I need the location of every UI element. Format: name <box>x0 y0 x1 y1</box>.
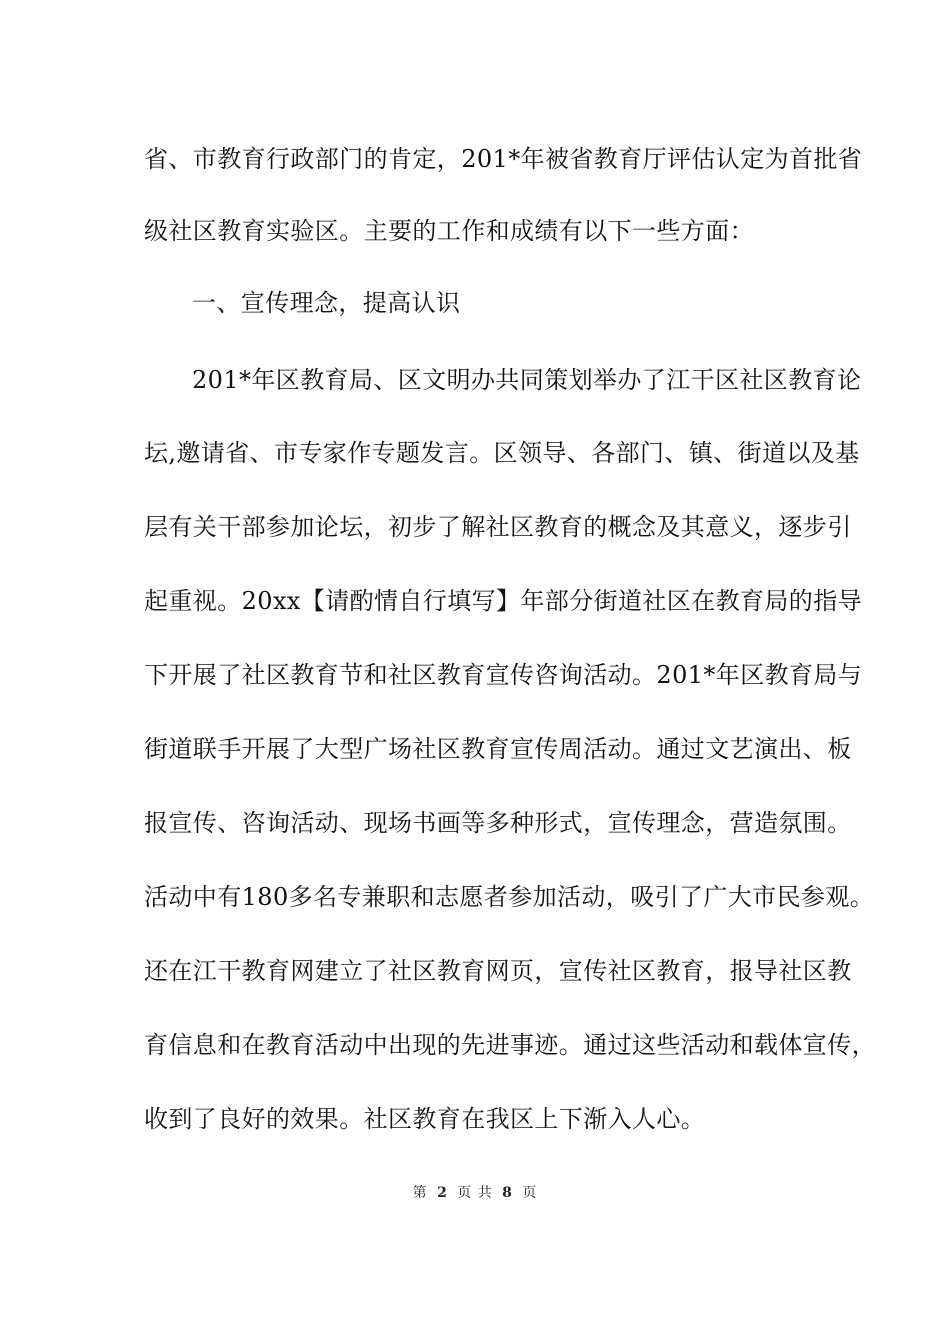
paragraph-line: 级社区教育实验区。主要的工作和成绩有以下一些方面： <box>144 217 754 245</box>
paragraph-line: 收到了良好的效果。社区教育在我区上下渐入人心。 <box>144 1105 706 1133</box>
paragraph-line: 层有关干部参加论坛，初步了解社区教育的概念及其意义，逐步引 <box>144 513 852 541</box>
paragraph-line: 还在江干教育网建立了社区教育网页，宣传社区教育，报导社区教 <box>144 957 852 985</box>
paragraph-line: 坛,邀请省、市专家作专题发言。区领导、各部门、镇、街道以及基 <box>144 439 860 467</box>
paragraph-line: 活动中有180多名专兼职和志愿者参加活动，吸引了广大市民参观。 <box>144 883 875 911</box>
footer-prefix: 第 <box>412 1185 428 1201</box>
paragraph-line: 报宣传、咨询活动、现场书画等多种形式，宣传理念，营造氛围。 <box>144 809 852 837</box>
paragraph-line: 育信息和在教育活动中出现的先进事迹。通过这些活动和载体宣传， <box>144 1031 876 1059</box>
paragraph-line: 省、市教育行政部门的肯定，201*年被省教育厅评估认定为首批省 <box>144 145 863 173</box>
current-page-number: 2 <box>437 1185 448 1201</box>
section-heading: 一、宣传理念，提高认识 <box>192 289 461 317</box>
total-pages-number: 8 <box>502 1185 513 1201</box>
paragraph-line: 201*年区教育局、区文明办共同策划举办了江干区社区教育论 <box>192 366 862 394</box>
paragraph-line: 街道联手开展了大型广场社区教育宣传周活动。通过文艺演出、板 <box>144 735 852 763</box>
footer-middle: 页 共 <box>457 1185 493 1201</box>
paragraph-line: 下开展了社区教育节和社区教育宣传咨询活动。201*年区教育局与 <box>144 661 863 689</box>
footer-suffix: 页 <box>522 1185 538 1201</box>
paragraph-line: 起重视。20xx【请酌情自行填写】年部分街道社区在教育局的指导 <box>144 587 863 615</box>
page-footer <box>0 1184 950 1202</box>
